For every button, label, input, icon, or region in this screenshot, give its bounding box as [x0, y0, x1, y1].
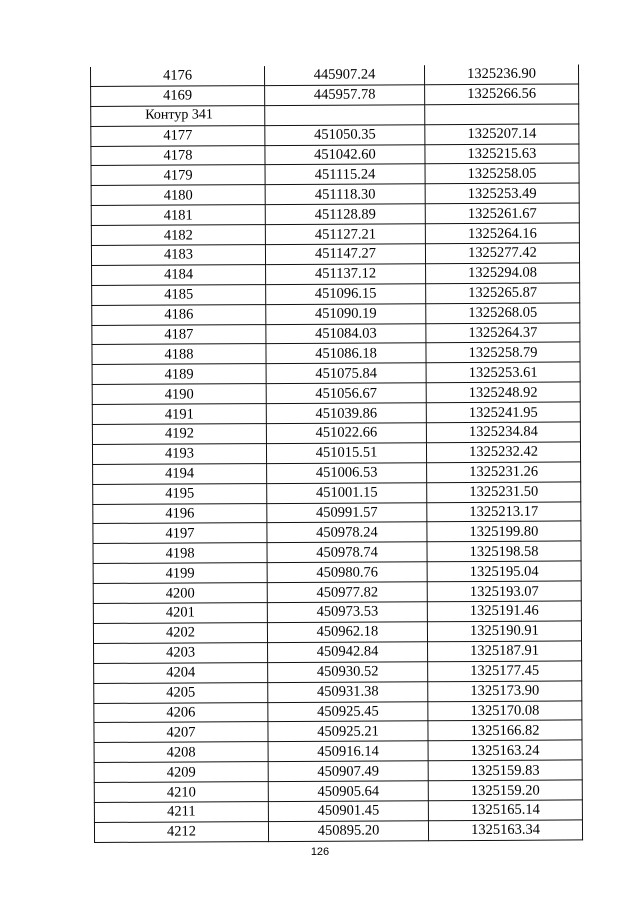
y-coordinate-cell: 1325213.17 — [427, 502, 581, 523]
table-row — [91, 84, 579, 106]
y-coordinate-cell: 1325163.24 — [428, 740, 582, 761]
table-row — [94, 800, 582, 822]
x-coordinate-cell: 450962.18 — [267, 622, 427, 643]
y-coordinate-cell: 1325266.56 — [425, 84, 579, 105]
x-coordinate-cell: 451147.27 — [265, 244, 425, 265]
x-coordinate-cell: 450925.21 — [268, 721, 428, 742]
point-number-cell: 4179 — [91, 165, 265, 186]
table-row — [92, 422, 580, 444]
point-number-cell: 4199 — [93, 563, 267, 584]
point-number-cell: 4210 — [94, 782, 268, 803]
x-coordinate-cell — [265, 105, 425, 126]
table-row — [93, 541, 581, 563]
y-coordinate-cell: 1325248.92 — [426, 382, 580, 403]
table-row — [93, 482, 581, 504]
y-coordinate-cell: 1325234.84 — [426, 422, 580, 443]
table-row — [91, 124, 579, 146]
x-coordinate-cell: 450931.38 — [268, 681, 428, 702]
x-coordinate-cell: 450905.64 — [268, 781, 428, 802]
x-coordinate-cell: 445957.78 — [265, 85, 425, 106]
point-number-cell: Контур 341 — [91, 105, 265, 126]
y-coordinate-cell: 1325277.42 — [425, 243, 579, 264]
table-row — [92, 342, 580, 364]
y-coordinate-cell: 1325193.07 — [427, 581, 581, 602]
x-coordinate-cell: 450980.76 — [267, 562, 427, 583]
table-row — [94, 760, 582, 782]
point-number-cell: 4185 — [92, 284, 266, 305]
point-number-cell: 4212 — [94, 821, 268, 842]
point-number-cell: 4202 — [93, 623, 267, 644]
table-row — [93, 621, 581, 643]
table-row — [94, 681, 582, 703]
point-number-cell: 4194 — [93, 463, 267, 484]
y-coordinate-cell: 1325190.91 — [427, 621, 581, 642]
point-number-cell: 4206 — [94, 702, 268, 723]
x-coordinate-cell: 450907.49 — [268, 761, 428, 782]
table-row — [92, 362, 580, 384]
y-coordinate-cell: 1325264.16 — [425, 223, 579, 244]
point-number-cell: 4192 — [92, 424, 266, 445]
y-coordinate-cell: 1325231.26 — [427, 462, 581, 483]
x-coordinate-cell: 451084.03 — [266, 323, 426, 344]
x-coordinate-cell: 450925.45 — [268, 701, 428, 722]
coordinates-table-body — [90, 64, 582, 842]
point-number-cell: 4196 — [93, 503, 267, 524]
point-number-cell: 4188 — [92, 344, 266, 365]
point-number-cell: 4190 — [92, 384, 266, 405]
y-coordinate-cell — [425, 104, 579, 125]
x-coordinate-cell: 451075.84 — [266, 363, 426, 384]
point-number-cell: 4177 — [91, 125, 265, 146]
x-coordinate-cell: 451050.35 — [265, 124, 425, 145]
x-coordinate-cell: 451128.89 — [265, 204, 425, 225]
y-coordinate-cell: 1325268.05 — [426, 303, 580, 324]
y-coordinate-cell: 1325166.82 — [428, 720, 582, 741]
point-number-cell: 4181 — [91, 205, 265, 226]
table-row — [94, 700, 582, 722]
x-coordinate-cell: 451086.18 — [266, 343, 426, 364]
table-row — [91, 163, 579, 185]
y-coordinate-cell: 1325159.20 — [428, 780, 582, 801]
x-coordinate-cell: 450973.53 — [267, 602, 427, 623]
y-coordinate-cell: 1325159.83 — [428, 760, 582, 781]
table-row — [91, 243, 579, 265]
table-row — [94, 780, 582, 802]
table-row — [93, 601, 581, 623]
table-row — [94, 661, 582, 683]
table-row — [92, 263, 580, 285]
table-row — [92, 382, 580, 404]
y-coordinate-cell: 1325253.61 — [426, 362, 580, 383]
point-number-cell: 4186 — [92, 304, 266, 325]
point-number-cell: 4195 — [93, 483, 267, 504]
point-number-cell: 4208 — [94, 742, 268, 763]
point-number-cell: 4197 — [93, 523, 267, 544]
table-row — [91, 144, 579, 166]
y-coordinate-cell: 1325195.04 — [427, 561, 581, 582]
x-coordinate-cell: 451090.19 — [266, 303, 426, 324]
point-number-cell: 4205 — [94, 682, 268, 703]
point-number-cell: 4198 — [93, 543, 267, 564]
y-coordinate-cell: 1325232.42 — [426, 442, 580, 463]
point-number-cell: 4203 — [94, 642, 268, 663]
point-number-cell: 4169 — [91, 85, 265, 106]
y-coordinate-cell: 1325199.80 — [427, 521, 581, 542]
table-row — [93, 561, 581, 583]
point-number-cell: 4182 — [91, 225, 265, 246]
point-number-cell: 4193 — [92, 444, 266, 465]
point-number-cell: 4189 — [92, 364, 266, 385]
x-coordinate-cell: 451039.86 — [266, 403, 426, 424]
coordinates-table — [90, 64, 583, 842]
y-coordinate-cell: 1325187.91 — [428, 641, 582, 662]
x-coordinate-cell: 451127.21 — [265, 224, 425, 245]
page-number: 126 — [310, 846, 330, 858]
table-row — [92, 402, 580, 424]
y-coordinate-cell: 1325191.46 — [427, 601, 581, 622]
x-coordinate-cell: 451056.67 — [266, 383, 426, 404]
x-coordinate-cell: 450978.24 — [267, 522, 427, 543]
table-row — [92, 283, 580, 305]
y-coordinate-cell: 1325265.87 — [426, 283, 580, 304]
table-row — [94, 740, 582, 762]
point-number-cell: 4191 — [92, 404, 266, 425]
x-coordinate-cell: 450901.45 — [268, 801, 428, 822]
table-row — [93, 502, 581, 524]
x-coordinate-cell: 450977.82 — [267, 582, 427, 603]
point-number-cell: 4207 — [94, 722, 268, 743]
y-coordinate-cell: 1325198.58 — [427, 541, 581, 562]
x-coordinate-cell: 451001.15 — [267, 482, 427, 503]
table-row — [91, 203, 579, 225]
point-number-cell: 4178 — [91, 145, 265, 166]
table-row — [92, 303, 580, 325]
contour-label-row — [91, 104, 579, 126]
y-coordinate-cell: 1325258.79 — [426, 342, 580, 363]
y-coordinate-cell: 1325236.90 — [424, 64, 578, 84]
point-number-cell: 4200 — [93, 583, 267, 604]
point-number-cell: 4184 — [92, 264, 266, 285]
x-coordinate-cell: 450978.74 — [267, 542, 427, 563]
point-number-cell: 4187 — [92, 324, 266, 345]
point-number-cell: 4209 — [94, 762, 268, 783]
x-coordinate-cell: 451042.60 — [265, 144, 425, 165]
table-row — [91, 183, 579, 205]
table-row — [93, 521, 581, 543]
x-coordinate-cell: 451006.53 — [267, 463, 427, 484]
y-coordinate-cell: 1325261.67 — [425, 203, 579, 224]
point-number-cell: 4183 — [91, 245, 265, 266]
x-coordinate-cell: 451022.66 — [266, 423, 426, 444]
x-coordinate-cell: 450942.84 — [268, 642, 428, 663]
y-coordinate-cell: 1325231.50 — [427, 482, 581, 503]
y-coordinate-cell: 1325294.08 — [426, 263, 580, 284]
y-coordinate-cell: 1325163.34 — [428, 820, 582, 841]
table-row — [92, 442, 580, 464]
y-coordinate-cell: 1325177.45 — [428, 661, 582, 682]
y-coordinate-cell: 1325253.49 — [425, 183, 579, 204]
point-number-cell: 4204 — [94, 662, 268, 683]
table-row — [92, 323, 580, 345]
point-number-cell: 4211 — [94, 802, 268, 823]
y-coordinate-cell: 1325165.14 — [428, 800, 582, 821]
x-coordinate-cell: 450930.52 — [268, 661, 428, 682]
y-coordinate-cell: 1325173.90 — [428, 681, 582, 702]
point-number-cell: 4180 — [91, 185, 265, 206]
point-number-cell: 4201 — [93, 603, 267, 624]
y-coordinate-cell: 1325207.14 — [425, 124, 579, 145]
y-coordinate-cell: 1325215.63 — [425, 144, 579, 165]
x-coordinate-cell: 450895.20 — [268, 821, 428, 842]
y-coordinate-cell: 1325241.95 — [426, 402, 580, 423]
y-coordinate-cell: 1325258.05 — [425, 163, 579, 184]
x-coordinate-cell: 451115.24 — [265, 164, 425, 185]
x-coordinate-cell: 451015.51 — [266, 443, 426, 464]
point-number-cell: 4176 — [90, 66, 264, 86]
x-coordinate-cell: 451118.30 — [265, 184, 425, 205]
table-row — [94, 820, 582, 842]
x-coordinate-cell: 451096.15 — [266, 284, 426, 305]
x-coordinate-cell: 445907.24 — [264, 65, 424, 85]
table-row — [90, 64, 578, 86]
x-coordinate-cell: 451137.12 — [266, 264, 426, 285]
y-coordinate-cell: 1325170.08 — [428, 700, 582, 721]
y-coordinate-cell: 1325264.37 — [426, 323, 580, 344]
table-row — [93, 581, 581, 603]
table-row — [93, 462, 581, 484]
table-row — [91, 223, 579, 245]
x-coordinate-cell: 450916.14 — [268, 741, 428, 762]
table-row — [94, 641, 582, 663]
table-row — [94, 720, 582, 742]
x-coordinate-cell: 450991.57 — [267, 502, 427, 523]
